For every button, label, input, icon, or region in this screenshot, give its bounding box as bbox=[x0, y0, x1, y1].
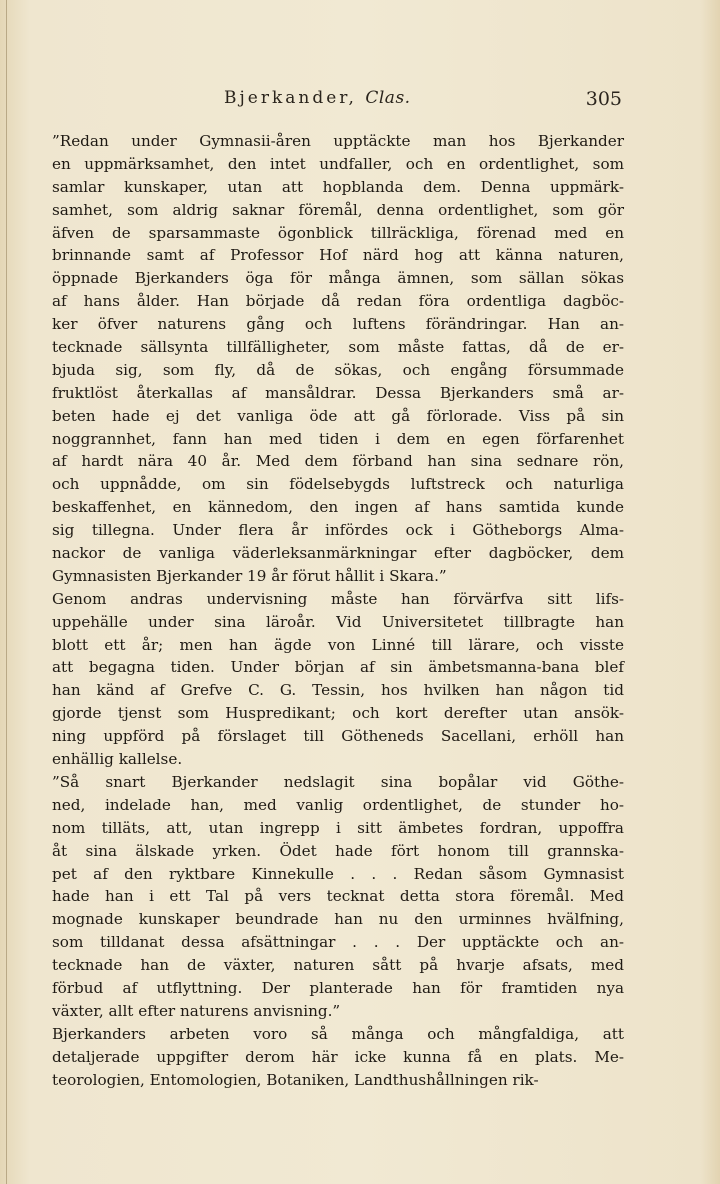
text-line: växter, allt efter naturens anvisning.” bbox=[52, 1001, 341, 1020]
text-line: bjuda sig, som fly, då de sökas, och engång försummade bbox=[52, 360, 624, 379]
text-line: att begagna tiden. Under början af sin ämbetsmanna-bana blef bbox=[52, 658, 624, 677]
text-line: enhällig kallelse. bbox=[52, 750, 183, 769]
running-head-surname: Bjerkander, bbox=[224, 88, 357, 108]
page-edge bbox=[6, 0, 7, 1184]
text-line: ker öfver naturens gång och luftens förändringar. Han an- bbox=[52, 315, 624, 334]
text-line: som tilldanat dessa afsättningar . . . Der upptäckte och an- bbox=[52, 933, 624, 952]
text-line: åt sina älskade yrken. Ödet hade fört honom till grannska- bbox=[52, 841, 624, 860]
text-line: ”Redan under Gymnasii-åren upptäckte man hos Bjerkander bbox=[52, 132, 624, 150]
text-line: och uppnådde, om sin födelsebygds luftstreck och naturliga bbox=[52, 475, 624, 494]
text-line: blott ett år; men han ägde von Linné till lärare, och visste bbox=[52, 635, 624, 654]
text-line: ”Så snart Bjerkander nedslagit sina bopålar vid Göthe- bbox=[52, 772, 624, 791]
text-line: beten hade ej det vanliga öde att gå förlorade. Viss på sin bbox=[52, 406, 624, 425]
running-head bbox=[224, 88, 411, 108]
text-line: en uppmärksamhet, den intet undfaller, och en ordentlighet, som bbox=[52, 154, 624, 173]
text-line: förbud af utflyttning. Der planterade han för framtiden nya bbox=[52, 978, 624, 997]
text-line: ned, indelade han, med vanlig ordentlighet, de stunder ho- bbox=[52, 795, 624, 814]
text-line: Genom andras undervisning måste han förvärfva sitt lifs- bbox=[52, 589, 624, 608]
text-line: Gymnasisten Bjerkander 19 år förut hållit i Skara.” bbox=[52, 566, 447, 585]
text-line: detaljerade uppgifter derom här icke kunna få en plats. Me- bbox=[52, 1047, 624, 1066]
text-line: af hans ålder. Han började då redan föra ordentliga dagböc- bbox=[52, 292, 624, 311]
running-head-given-name: Clas. bbox=[365, 88, 411, 108]
text-line: samhet, som aldrig saknar föremål, denna ordentlighet, som gör bbox=[52, 200, 624, 219]
text-line: samlar kunskaper, utan att hopblanda dem. Denna uppmärk- bbox=[52, 177, 624, 196]
text-line: noggrannhet, fann han med tiden i dem en egen förfarenhet bbox=[52, 429, 624, 448]
text-line: af hardt nära 40 år. Med dem förband han sina sednare rön, bbox=[52, 452, 624, 471]
text-line: nackor de vanliga väderleksanmärkningar efter dagböcker, dem bbox=[52, 544, 624, 563]
text-line: uppehälle under sina läroår. Vid Universitetet tillbragte han bbox=[52, 612, 624, 631]
body-text bbox=[52, 130, 624, 1091]
text-line: nom tilläts, att, utan ingrepp i sitt ämbetes fordran, uppoffra bbox=[52, 818, 624, 837]
page-header bbox=[52, 88, 622, 116]
text-line: pet af den ryktbare Kinnekulle . . . Redan såsom Gymnasist bbox=[52, 864, 624, 883]
text-line: sig tillegna. Under flera år infördes ock i Götheborgs Alma- bbox=[52, 521, 624, 540]
text-line: teorologien, Entomologien, Botaniken, Landthushållningen rik- bbox=[52, 1070, 539, 1089]
text-line: fruktlöst återkallas af mansåldrar. Dessa Bjerkanders små ar- bbox=[52, 383, 624, 402]
text-line: gjorde tjenst som Huspredikant; och kort derefter utan ansök- bbox=[52, 704, 624, 723]
text-line: beskaffenhet, en kännedom, den ingen af hans samtida kunde bbox=[52, 498, 624, 517]
text-line: han känd af Grefve C. G. Tessin, hos hvilken han någon tid bbox=[52, 681, 624, 700]
text-line: äfven de sparsammaste ögonblick tillräckliga, förenad med en bbox=[52, 223, 624, 242]
text-line: mognade kunskaper beundrade han nu den urminnes hvälfning, bbox=[52, 910, 624, 929]
page-number: 305 bbox=[585, 88, 622, 110]
text-line: hade han i ett Tal på vers tecknat detta stora föremål. Med bbox=[52, 887, 624, 906]
text-line: tecknade han de växter, naturen sått på hvarje afsats, med bbox=[52, 956, 624, 975]
text-line: brinnande samt af Professor Hof närd hog att känna naturen, bbox=[52, 246, 624, 265]
text-line: ning uppförd på förslaget till Götheneds Sacellani, erhöll han bbox=[52, 727, 624, 746]
text-line: tecknade sällsynta tillfälligheter, som måste fattas, då de er- bbox=[52, 338, 624, 357]
text-line: Bjerkanders arbeten voro så många och mångfaldiga, att bbox=[52, 1024, 624, 1043]
text-line: öppnade Bjerkanders öga för många ämnen, som sällan sökas bbox=[52, 269, 624, 288]
